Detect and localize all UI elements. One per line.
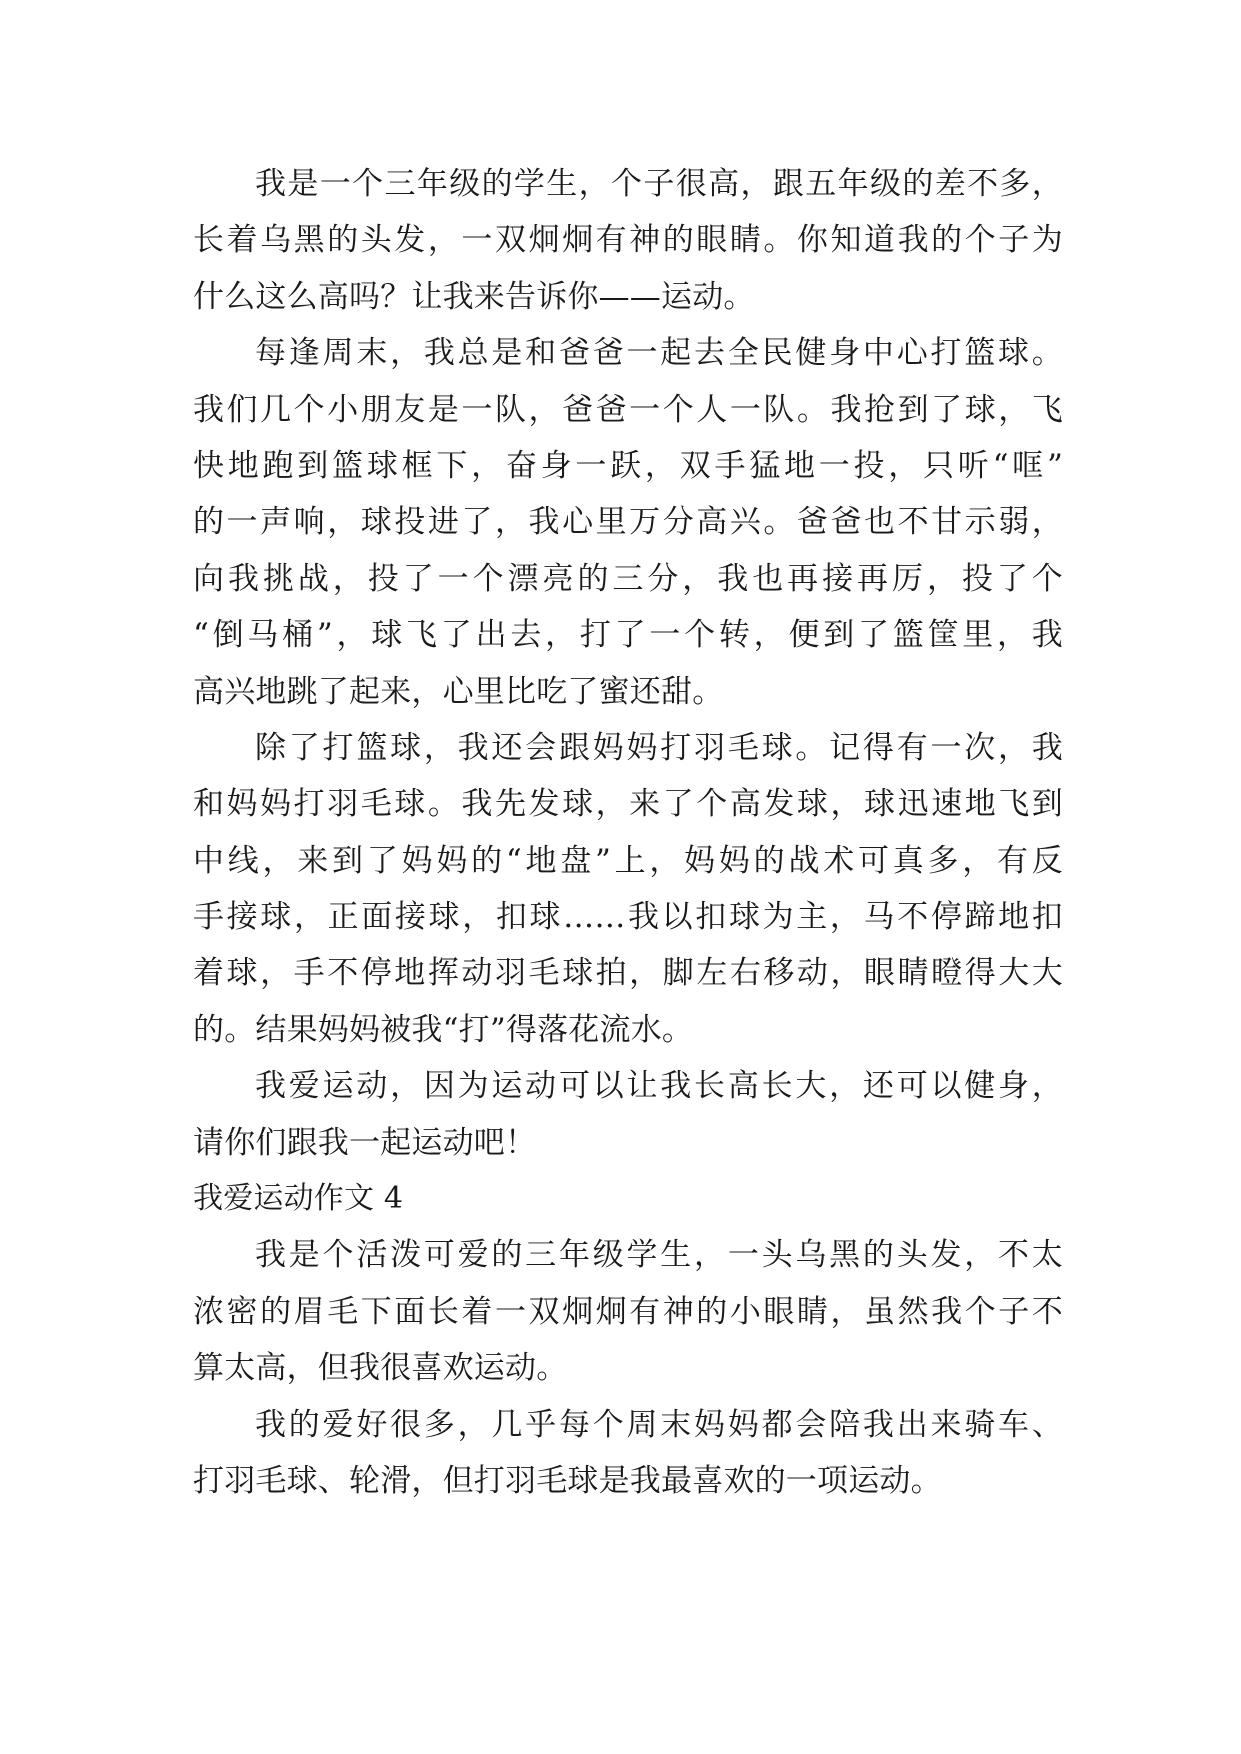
paragraph [193,1227,1063,1396]
text-line: 每逢周末，我总是和爸爸一起去全民健身中心打篮球。 [255,335,1063,372]
paragraph [193,156,1063,325]
text-line: 我的爱好很多，几乎每个周末妈妈都会陪我出来骑车、 [255,1406,1063,1443]
text-line: 算太高，但我很喜欢运动。 [193,1350,568,1387]
paragraph [193,1058,1063,1171]
section-heading: 我爱运动作文 4 [193,1181,404,1217]
document-body [193,156,1063,1509]
paragraph [193,720,1063,1058]
text-line: 的。结果妈妈被我“打”得落花流水。 [193,1011,694,1048]
text-line: 和妈妈打羽毛球。我先发球，来了个高发球，球迅速地飞到 [193,786,1063,823]
paragraph [193,1397,1063,1510]
text-line: 我是个活泼可爱的三年级学生，一头乌黑的头发，不太 [255,1237,1063,1274]
text-line: 我爱运动，因为运动可以让我长高长大，还可以健身， [255,1068,1063,1105]
text-line: 手接球，正面接球，扣球……我以扣球为主，马不停蹄地扣 [193,899,1063,936]
text-line: 我们几个小朋友是一队，爸爸一个人一队。我抢到了球，飞 [193,391,1063,428]
text-line: “倒马桶”，球飞了出去，打了一个转，便到了篮筐里，我 [193,617,1063,654]
text-line: 什么这么高吗？让我来告诉你——运动。 [193,278,755,315]
text-line: 向我挑战，投了一个漂亮的三分，我也再接再厉，投了个 [193,560,1063,597]
text-line: 的一声响，球投进了，我心里万分高兴。爸爸也不甘示弱， [193,504,1063,541]
text-line: 着球，手不停地挥动羽毛球拍，脚左右移动，眼睛瞪得大大 [193,955,1063,992]
text-line: 请你们跟我一起运动吧！ [193,1124,537,1161]
text-line: 长着乌黑的头发，一双炯炯有神的眼睛。你知道我的个子为 [193,222,1063,259]
text-line: 浓密的眉毛下面长着一双炯炯有神的小眼睛，虽然我个子不 [193,1293,1063,1330]
text-line: 我是一个三年级的学生，个子很高，跟五年级的差不多， [255,166,1063,202]
text-line: 中线，来到了妈妈的“地盘”上，妈妈的战术可真多，有反 [193,842,1063,879]
text-line: 除了打篮球，我还会跟妈妈打羽毛球。记得有一次，我 [255,729,1063,766]
paragraph [193,325,1063,720]
text-line: 快地跑到篮球框下，奋身一跃，双手猛地一投，只听“哐” [193,447,1063,484]
text-line: 高兴地跳了起来，心里比吃了蜜还甜。 [193,673,724,710]
text-line: 打羽毛球、轮滑，但打羽毛球是我最喜欢的一项运动。 [193,1462,942,1499]
